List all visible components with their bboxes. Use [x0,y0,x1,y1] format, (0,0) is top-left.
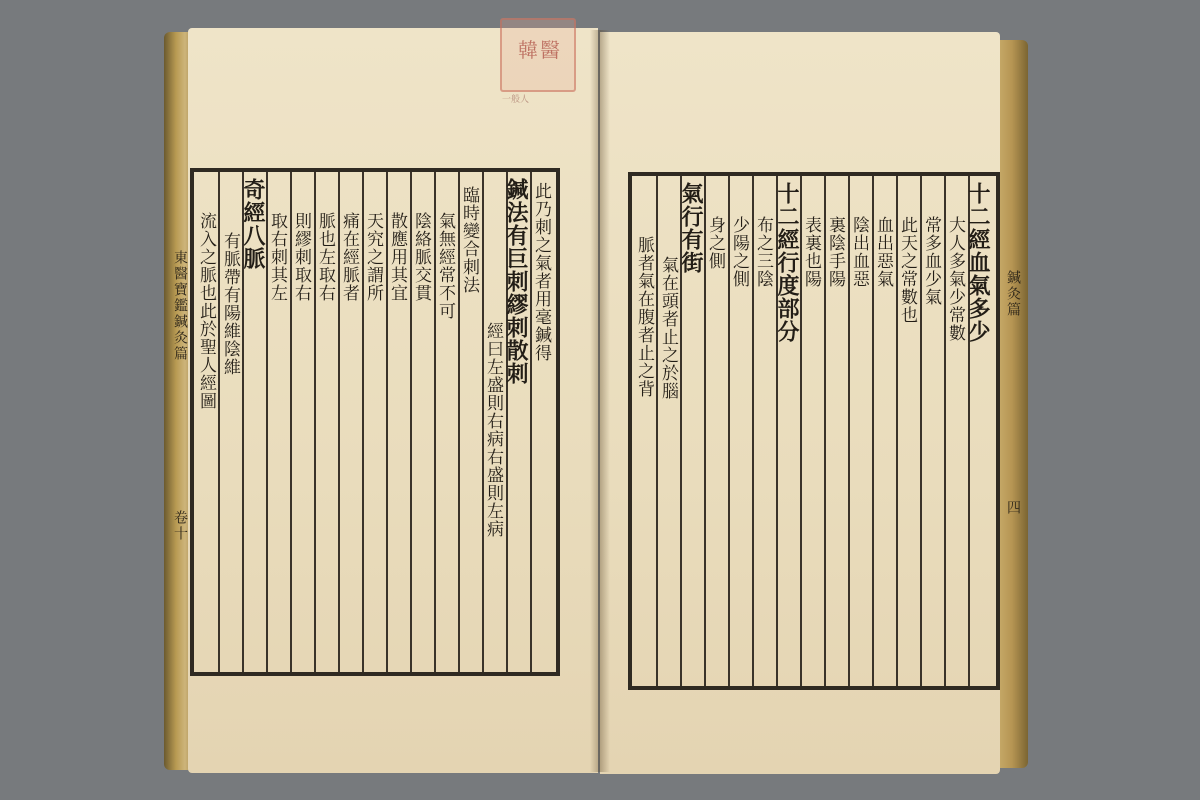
left-margin-label: 東醫寶鑑鍼灸篇 [172,250,188,362]
text-column: 常多血少氣 [921,216,941,306]
text-column: 布之三陰 [753,216,773,288]
right-text-frame [628,172,1000,690]
text-column: 散應用其宜 [387,212,407,302]
right-margin-leaf: 四 [1005,500,1021,516]
text-column: 臨時變合刺法 [459,186,479,294]
text-column: 氣在頭者止之於腦 [658,256,678,400]
book-edge-right [996,40,1028,768]
section-heading: 奇經八脈 [240,178,266,270]
text-column: 血出惡氣 [873,216,893,288]
right-margin-label: 鍼灸篇 [1005,270,1021,318]
section-heading: 氣行有街 [678,182,704,274]
text-column: 流入之脈也此於聖人經圖 [196,212,216,410]
column-rule [656,176,658,686]
section-heading: 鍼法有巨刺繆刺散刺 [503,178,529,385]
text-column: 天究之謂所 [363,212,383,302]
text-column: 少陽之側 [729,216,749,288]
text-column: 身之側 [705,216,725,270]
text-column: 大人多氣少常數 [945,216,965,342]
book-gutter [590,30,610,772]
text-column: 則繆刺取右 [291,212,311,302]
text-column: 此天之常數也 [897,216,917,324]
text-column: 脈也左取右 [315,212,335,302]
text-column: 經曰左盛則右病右盛則左病 [483,322,503,538]
left-text-frame [190,168,560,676]
text-column: 表裏也陽 [801,216,821,288]
text-column: 陰出血惡 [849,216,869,288]
text-column: 陰絡脈交貫 [411,212,431,302]
section-heading: 十二經血氣多少 [965,182,991,343]
section-heading: 十二經行度部分 [774,182,800,343]
text-column: 脈者氣在腹者止之背 [634,236,654,398]
text-column: 裏陰手陽 [825,216,845,288]
seal-caption: 一般人 [502,95,530,105]
text-column: 此乃刺之氣者用毫鍼得 [531,182,551,362]
seal-text: 韓醫 [518,38,562,62]
left-margin-leaf: 卷十 [172,510,188,542]
text-column: 痛在經脈者 [339,212,359,302]
text-column: 氣無經常不可 [435,212,455,320]
text-column: 有脈帶有陽維陰維 [220,232,240,376]
text-column: 取右刺其左 [267,212,287,302]
